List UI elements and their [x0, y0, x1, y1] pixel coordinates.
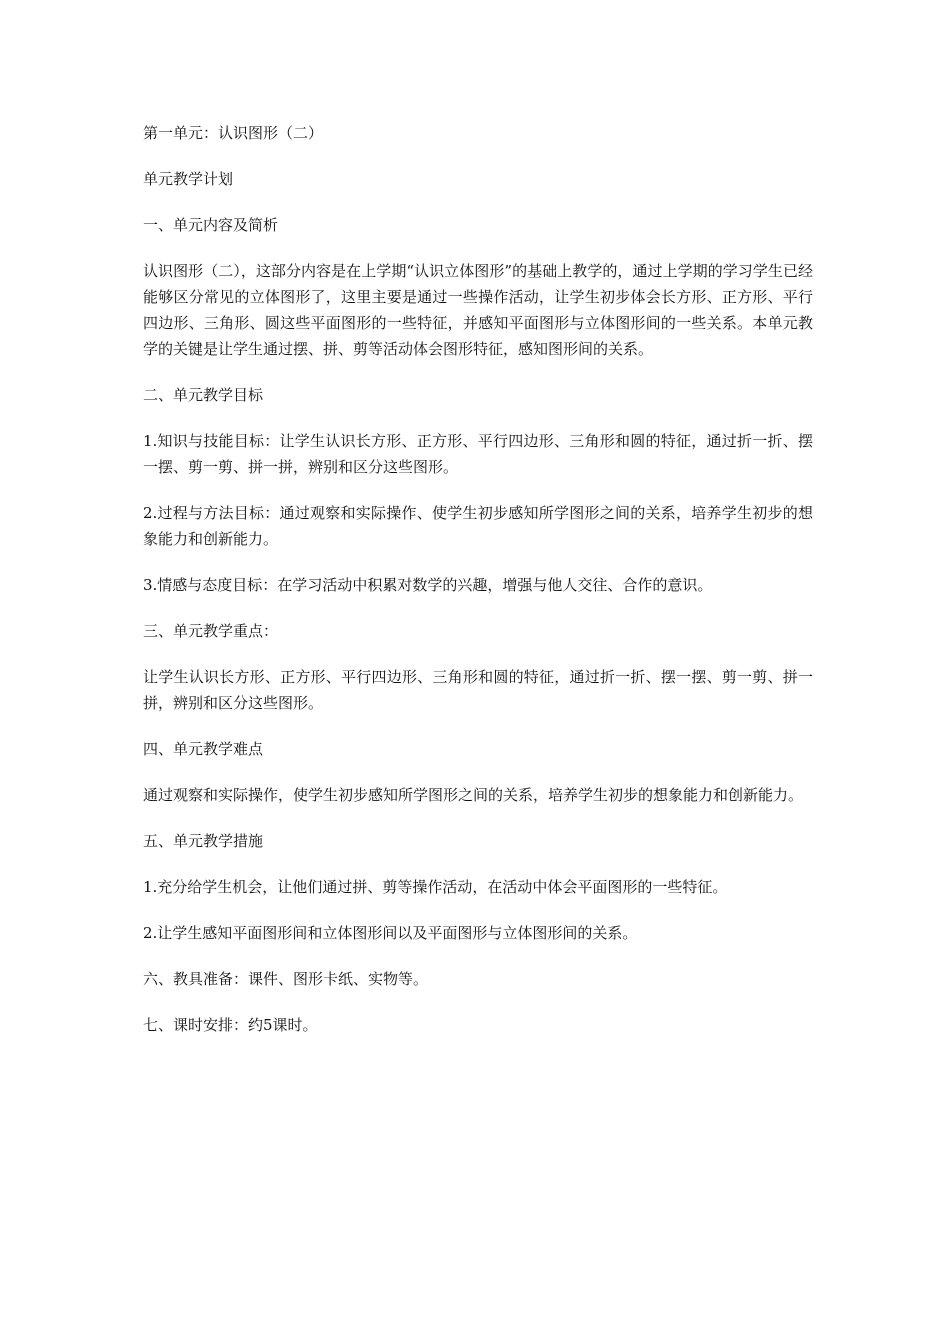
document-subtitle: 单元教学计划	[143, 170, 234, 188]
document-page	[143, 120, 813, 1058]
section-paragraph: 通过观察和实际操作，使学生初步感知所学图形之间的关系，培养学生初步的想象能力和创新能力。	[143, 786, 804, 804]
section-paragraph: 2.过程与方法目标：通过观察和实际操作、使学生初步感知所学图形之间的关系，培养学生初步的想象能力和创新能力。	[143, 504, 813, 548]
section-paragraph: 让学生认识长方形、正方形、平行四边形、三角形和圆的特征，通过折一折、摆一摆、剪一剪、拼一拼，辨别和区分这些图形。	[143, 668, 813, 712]
section-heading: 六、教具准备：课件、图形卡纸、实物等。	[143, 970, 429, 988]
section-heading: 一、单元内容及简析	[143, 216, 279, 234]
section-heading: 二、单元教学目标	[143, 386, 264, 404]
section-heading: 四、单元教学难点	[143, 740, 264, 758]
section-paragraph: 1.充分给学生机会，让他们通过拼、剪等操作活动，在活动中体会平面图形的一些特征。	[143, 878, 728, 896]
section-heading: 五、单元教学措施	[143, 832, 264, 850]
section-paragraph: 2.让学生感知平面图形间和立体图形间以及平面图形与立体图形间的关系。	[143, 924, 638, 942]
section-paragraph: 3.情感与态度目标：在学习活动中积累对数学的兴趣，增强与他人交往、合作的意识。	[143, 576, 713, 594]
section-heading: 三、单元教学重点：	[143, 622, 279, 640]
section-paragraph: 认识图形（二），这部分内容是在上学期“认识立体图形”的基础上教学的，通过上学期的学习学生已经能够区分常见的立体图形了，这里主要是通过一些操作活动，让学生初步体会长方形、正方形、平行四边形、三角形、圆这些平面图形的一些特征，并感知平面图形与立体图形间的一些关系。本单元教学的关键是让学生通过摆、拼、剪等活动体会图形特征，感知图形间的关系。	[143, 262, 813, 358]
section-paragraph: 1.知识与技能目标：让学生认识长方形、正方形、平行四边形、三角形和圆的特征，通过折一折、摆一摆、剪一剪、拼一拼，辨别和区分这些图形。	[143, 432, 813, 476]
document-title: 第一单元：认识图形（二）	[143, 124, 324, 142]
section-heading: 七、课时安排：约5课时。	[143, 1016, 318, 1034]
